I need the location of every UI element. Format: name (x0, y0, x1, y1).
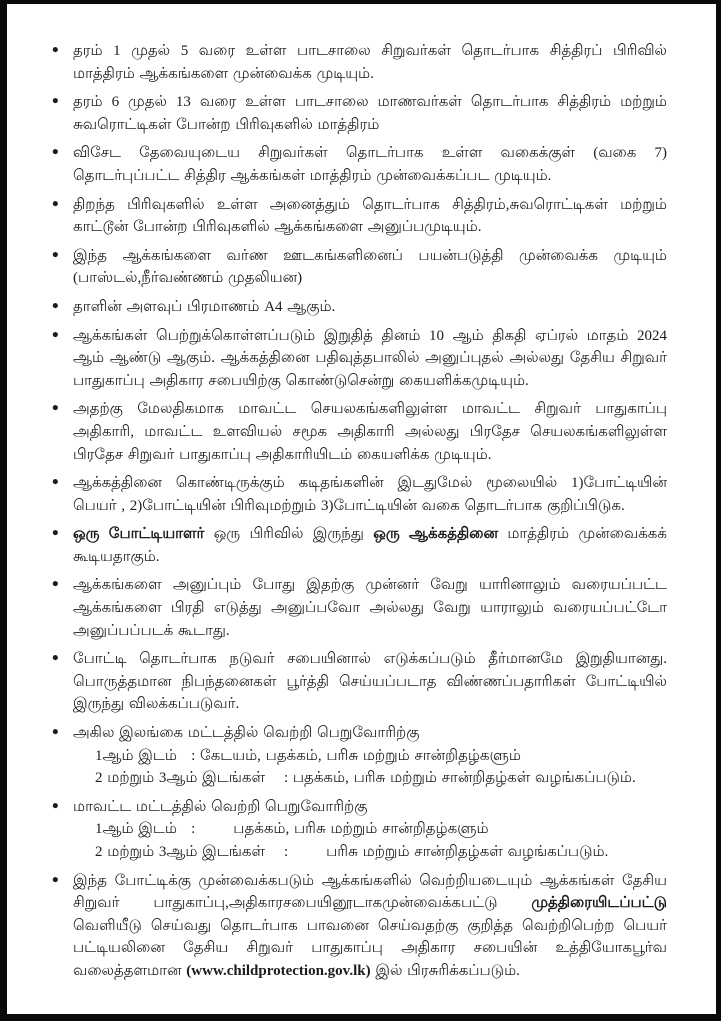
notice-list (52, 40, 667, 983)
list-item (52, 796, 667, 864)
list-item-text (73, 799, 367, 815)
list-item (52, 296, 667, 319)
list-item (52, 194, 667, 239)
text-run: ஆக்கங்கள் பெற்றுக்கொள்ளப்படும் இறுதித் தினம் 10 ஆம் திகதி ஏப்ரல் மாதம் 2024 ஆம் ஆண்டு ஆகும். ஆக்கத்தினை பதிவுத்தபாலில் அனுப்புதல் அல்லது தேசிய சிறுவர் பாதுகாப்பு அதிகார சபையிற்கு கொண்டுசென்று கையளிக்கமுடியும். (73, 327, 667, 389)
sub-item: 2 மற்றும் 3ஆம் இடங்கள் : பரிசு மற்றும் சான்றிதழ்கள் வழங்கப்படும். (95, 844, 609, 860)
list-item-text (73, 197, 667, 236)
sub-item: 1ஆம் இடம் : கேடயம், பதக்கம், பரிசு மற்றும் சான்றிதழ்களும் (95, 747, 521, 764)
list-item-text (73, 248, 667, 287)
bullet-icon: • (52, 295, 59, 317)
bullet-icon: • (52, 324, 59, 346)
bullet-icon: • (52, 472, 59, 494)
list-item (52, 472, 667, 517)
text-run: தரம் 1 முதல் 5 வரை உள்ள பாடசாலை சிறுவர்கள் தொடர்பாக சித்திரப் பிரிவில் மாத்திரம் ஆக்கங்களை முன்வைக்க முடியும். (73, 43, 667, 82)
text-run: தரம் 6 முதல் 13 வரை உள்ள பாடசாலை மாணவர்கள் தொடர்பாக சித்திரம் மற்றும் சுவரொட்டிகள் போன்ற பிரிவுகளில் மாத்திரம் (73, 94, 667, 133)
bullet-icon: • (52, 193, 59, 215)
list-item-text (73, 299, 335, 315)
bullet-icon: • (52, 869, 59, 891)
list-item-text (73, 401, 667, 462)
text-run: இந்த போட்டிக்கு முன்வைக்கபடும் ஆக்கங்களில் வெற்றியடையும் ஆக்கங்கள் தேசிய சிறுவர் பாதுகாப்பு,அதிகாரசபையினூடாகமுன்வைக்கபட்டு (73, 872, 667, 912)
list-item (52, 245, 667, 290)
list-item-text (73, 94, 667, 133)
list-item-text (73, 873, 667, 979)
text-run: இல் பிரசுரிக்கப்படும். (370, 962, 520, 979)
text-run: ஆக்கத்தினை கொண்டிருக்கும் கடிதங்களின் இடதுமேல் மூலையில் 1)போட்டியின் பெயர் , 2)போட்டியின் பிரிவுமற்றும் 3)போட்டியின் வகை தொடர்பாக குறிப்பிடுக. (73, 475, 667, 514)
bullet-icon: • (52, 91, 59, 113)
text-run: அகில இலங்கை மட்டத்தில் வெற்றி பெறுவோரிற்கு (73, 725, 420, 742)
list-item (52, 574, 667, 642)
bold-text-run: ஒரு போட்டியாளர் (73, 526, 205, 543)
sub-item: 1ஆம் இடம் : பதக்கம், பரிசு மற்றும் சான்றிதழ்களும் (95, 821, 489, 838)
bold-text-run: (www.childprotection.gov.lk) (186, 962, 371, 979)
bullet-icon: • (52, 795, 59, 817)
text-run: வெளியீடு செய்வது தொடர்பாக பாவனை செய்வதற்கு குறித்த வெற்றிபெற்ற பெயர் பட்டியலினை தேசிய சிறுவர் பாதுகாப்பு அதிகார சபையின் உத்தியோகபூர்வ வலைத்தளமான (73, 917, 667, 979)
bullet-icon: • (52, 648, 59, 670)
list-item-text (73, 328, 667, 389)
list-item (52, 398, 667, 466)
text-run: போட்டி தொடர்பாக நடுவர் சபையினால் எடுக்கப்படும் தீர்மானமே இறுதியானது. பொருத்தமான நிபந்தனைகள் பூர்த்தி செய்யப்படாத விண்ணப்பதாரிகள் போட்டியில் இருந்து விலக்கப்படுவர். (73, 651, 667, 713)
bullet-icon: • (52, 142, 59, 164)
list-item (52, 142, 667, 187)
text-run: இந்த ஆக்கங்களை வர்ண ஊடகங்களினைப் பயன்படுத்தி முன்வைக்க முடியும் (பாஸ்டல்,நீர்வண்ணம் முதலியன) (73, 247, 667, 287)
document-page (52, 40, 667, 989)
bold-text-run: ஒரு ஆக்கத்தினை (373, 526, 499, 543)
list-item (52, 523, 667, 568)
list-item (52, 870, 667, 983)
bullet-icon: • (52, 722, 59, 744)
sub-item: 2 மற்றும் 3ஆம் இடங்கள் : பதக்கம், பரிசு மற்றும் சான்றிதழ்கள் வழங்கப்படும். (95, 770, 636, 787)
bullet-icon: • (52, 398, 59, 420)
list-item-text (73, 145, 667, 184)
list-item (52, 325, 667, 393)
text-run: ஒரு பிரிவில் இருந்து (204, 526, 374, 543)
sub-items (73, 818, 667, 863)
text-run: விசேட தேவையுடைய சிறுவர்கள் தொடர்பாக உள்ள வகைக்குள் (வகை 7) தொடர்புப்பட்ட சித்திர ஆக்கங்கள் மாத்திரம் முன்வைக்கப்பட முடியும். (73, 145, 667, 184)
text-run: ஆக்கங்களை அனுப்பும் போது இதற்கு முன்னர் வேறு யாரினாலும் வரையப்பட்ட ஆக்கங்களை பிரதி எடுத்து அனுப்பவோ அல்லது வேறு யாராலும் வரையப்பட்டோ அனுப்பப்படக் கூடாது. (73, 577, 667, 639)
bullet-icon: • (52, 244, 59, 266)
bold-text-run: முத்திரையிடப்பட்டு (531, 895, 667, 912)
list-item (52, 722, 667, 790)
bullet-icon: • (52, 40, 59, 61)
bullet-icon: • (52, 523, 59, 545)
bullet-icon: • (52, 574, 59, 596)
list-item (52, 40, 667, 85)
text-run: மாவட்ட மட்டத்தில் வெற்றி பெறுவோரிற்கு (73, 798, 368, 815)
list-item (52, 91, 667, 136)
list-item-text (73, 43, 667, 82)
list-item (52, 648, 667, 716)
list-item-text (73, 577, 667, 638)
sub-items (73, 745, 667, 790)
text-run: தாளின் அளவுப் பிரமாணம் A4 ஆகும். (73, 298, 336, 315)
list-item-text (73, 725, 419, 741)
list-item-text (73, 475, 667, 514)
list-item-text (73, 651, 667, 712)
text-run: மாத்திரம் முன்வைக்கக் கூடியதாகும். (73, 526, 667, 565)
list-item-text (73, 526, 667, 565)
text-run: அதற்கு மேலதிகமாக மாவட்ட செயலகங்களிலுள்ள மாவட்ட சிறுவர் பாதுகாப்பு அதிகாரி, மாவட்ட உளவியல் சமூக அதிகாரி அல்லது பிரதேச செயலகங்களிலுள்ள பிரதேச சிறுவர் பாதுகாப்பு அதிகாரியிடம் கையளிக்க முடியும். (73, 401, 667, 463)
text-run: திறந்த பிரிவுகளில் உள்ள அனைத்தும் தொடர்பாக சித்திரம்,சுவரொட்டிகள் மற்றும் காட்டூன் போன்ற பிரிவுகளில் ஆக்கங்களை அனுப்பமுடியும். (73, 196, 667, 236)
